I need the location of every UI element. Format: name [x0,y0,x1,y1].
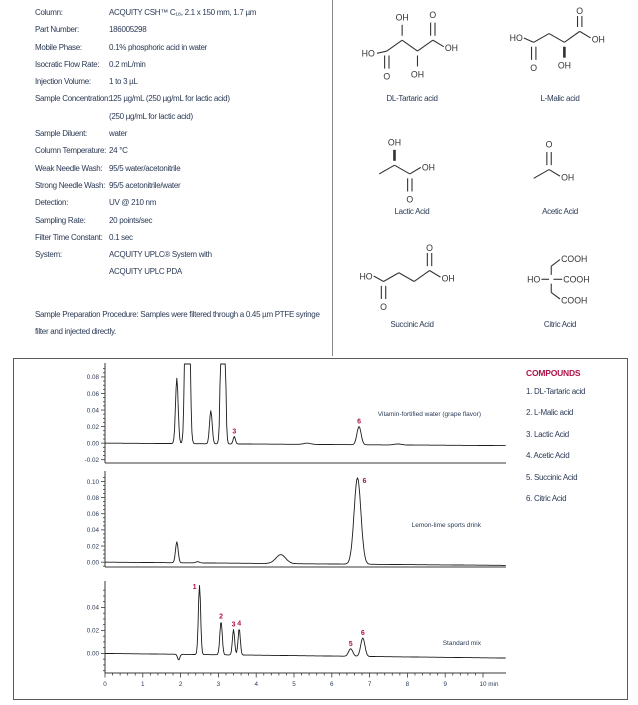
atom-label: HO [359,271,373,282]
atom-label: HO [509,33,523,44]
x-tick-label: 1 [141,681,145,688]
bond-line [549,170,560,177]
structure-drawing [504,117,616,209]
structure-name: Acetic Acid [542,207,578,216]
peak-number-label: 6 [357,418,361,426]
atom-label: OH [561,172,575,183]
structure-acetic-acid [486,117,634,230]
method-value: 186005298 [109,25,147,35]
atom-label: OH [444,43,458,54]
structure-name: Lactic Acid [394,207,430,216]
y-tick-label: 0.00 [86,559,99,567]
bond-line [524,38,534,42]
atom-label: OH [557,60,571,71]
compounds-legend [526,365,626,509]
method-value: water [109,129,128,139]
compound-legend-item: 6. Citric Acid [526,494,567,504]
method-row [35,229,335,246]
atom-label: COOH [563,274,590,285]
bond-line [580,31,591,38]
bond-line [410,167,421,174]
atom-label: COOH [561,253,588,264]
peak-number-label: 6 [362,478,367,485]
method-label: Injection Volume: [35,77,91,87]
method-value: ACQUITY UPLC® System with [109,250,212,260]
x-tick-label: 3 [216,681,221,688]
atom-label: OH [591,34,605,45]
x-tick-label: 10 min [479,681,499,688]
bond-line [402,40,417,51]
method-row [35,21,335,38]
y-tick-label: 0.06 [86,511,99,519]
structure-name: Citric Acid [543,320,577,329]
chromatogram-figure [13,358,628,700]
peak-number-label: 6 [360,629,365,637]
method-value: (250 µg/mL for lactic acid) [109,111,193,121]
x-tick-label: 9 [443,681,447,688]
peak-number-label: 3 [231,621,236,629]
y-tick-label: 0.10 [86,478,99,486]
compound-legend-item: 1. DL-Tartaric acid [526,387,586,396]
atom-label: HO [527,274,541,285]
method-value: 0.1 sec [109,232,133,242]
x-tick-label: 0 [103,681,107,688]
method-label: Isocratic Flow Rate: [35,59,100,69]
peak-number-label: 1 [192,584,197,591]
bond-line [551,260,560,267]
x-tick-label: 8 [405,681,410,688]
sample-prep-text: Sample Preparation Procedure: Samples were filtered through a 0.45 µm PTFE syringe filter and injected directly. [35,310,320,336]
method-row [35,160,335,177]
method-label: Detection: [35,198,69,208]
method-row [35,108,335,125]
x-tick-label: 6 [330,681,334,688]
bond-line [399,273,414,282]
method-label [35,263,109,280]
y-tick-label: 0.02 [86,543,99,551]
method-label: Part Number: [35,25,79,35]
chemical-structures-section [338,4,634,343]
method-label: System: [35,250,62,260]
method-value: 24 °C [109,146,128,156]
method-value: 95/5 water/acetonitrile [109,163,181,173]
atom-label: OH [441,273,455,284]
method-label: Sample Concentration: [35,94,111,104]
structure-citric-acid [486,230,634,343]
atom-label: OH [421,162,435,173]
atom-label: O [576,5,584,16]
y-tick-label: 0.02 [86,423,99,431]
bond-line [379,165,394,174]
bond-line [551,292,560,299]
method-row [35,177,335,194]
chromatogram-vitamin-water [14,361,524,469]
atom-label: O [380,301,387,312]
method-label: Mobile Phase: [35,42,82,52]
atom-label: OH [387,137,402,148]
method-row [35,90,335,107]
bond-line [394,165,409,174]
method-row [35,56,335,73]
vertical-divider [332,0,333,356]
method-value: 95/5 acetonitrile/water [109,180,181,190]
method-row [35,246,335,263]
chromatogram-trace [105,586,506,660]
bond-line [534,170,549,179]
structure-succinic-acid [338,230,486,343]
method-row [35,125,335,142]
sample-title: Vitamin-fortified water (grape flavor) [377,411,481,418]
structure-name: Succinic Acid [390,320,434,329]
atom-label: O [426,242,433,253]
compounds-legend-title: COMPOUNDS [526,368,581,378]
method-label: Sampling Rate: [35,215,86,225]
chromatogram-standard-mix [14,579,524,699]
compound-legend-item: 4. Acetic Acid [526,451,570,461]
y-tick-label: 0.04 [86,604,99,612]
method-label: Strong Needle Wash: [35,180,106,190]
method-row [35,263,335,280]
y-tick-label: 0.08 [86,494,99,502]
bond-line [549,34,564,43]
x-tick-label: 7 [367,681,372,688]
bond-line [374,276,384,281]
compound-legend-item: 2. L-Malic acid [526,408,574,418]
peak-number-label: 4 [237,620,242,628]
structure-drawing [356,230,468,322]
method-label: Filter Time Constant: [35,232,103,242]
x-tick-label: 5 [292,681,296,688]
method-row [35,4,335,21]
atom-label: O [383,71,391,82]
method-value: ACQUITY UPLC PDA [109,267,182,277]
compound-legend-item: 3. Lactic Acid [526,429,569,439]
peak-number-label: 3 [232,428,237,436]
structure-drawing [356,4,468,96]
y-tick-label: 0.06 [86,390,99,398]
bond-line [433,40,444,47]
x-tick-label: 4 [254,681,258,688]
atom-label: O [429,10,437,21]
structure-l-malic-acid [486,4,634,117]
method-value: 0.2 mL/min [109,59,146,69]
chromatogram-trace [105,364,506,446]
method-row [35,142,335,159]
atom-label: O [530,62,538,73]
method-conditions-table [35,4,335,281]
method-label: Column Temperature: [35,146,107,156]
bond-line [387,40,402,51]
compound-legend-item: 5. Succinic Acid [526,472,578,482]
x-tick-label: 2 [178,681,183,688]
bond-line [417,40,432,51]
method-row [35,73,335,90]
peak-number-label: 5 [348,640,353,648]
atom-label: OH [395,12,409,23]
method-value: UV @ 210 nm [109,198,157,208]
structure-dl-tartaric-acid [338,4,486,117]
method-value: 20 points/sec [109,215,153,225]
structure-drawing [356,117,468,209]
y-tick-label: 0.08 [86,374,99,382]
y-tick-label: 0.00 [86,650,99,658]
method-value: 1 to 3 µL [109,77,138,87]
chromatogram-sports-drink [14,469,524,575]
structure-drawing [504,230,616,322]
method-label [35,108,109,125]
method-row [35,194,335,211]
method-label: Sample Diluent: [35,129,87,139]
sample-title: Standard mix [442,640,481,647]
bond-line [564,31,579,42]
method-row [35,212,335,229]
compounds-legend-items [526,381,626,509]
bond-line [384,273,399,282]
method-label: Column: [35,8,63,17]
atom-label: O [545,139,553,150]
method-value: 0.1% phosphoric acid in water [109,42,208,52]
atom-label: COOH [561,295,588,306]
bond-line [377,51,387,53]
y-tick-label: 0.02 [86,627,99,635]
bond-line [534,34,549,43]
atom-label: O [406,194,414,205]
peak-number-label: 2 [219,613,223,621]
structure-name: L-Malic acid [540,94,580,103]
bond-line [430,271,441,278]
structure-lactic-acid [338,117,486,230]
structure-drawing [504,4,616,96]
y-tick-label: 0.04 [86,527,99,535]
sample-title: Lemon-lime sports drink [411,522,481,529]
y-tick-label: -0.02 [84,456,99,464]
atom-label: OH [410,69,425,80]
method-label: Weak Needle Wash: [35,163,103,173]
method-row [35,39,335,56]
bond-line [414,271,429,282]
y-tick-label: 0.00 [86,440,99,448]
atom-label: HO [361,48,375,59]
structure-name: DL-Tartaric acid [386,94,438,103]
method-value: 125 µg/mL (250 µg/mL for lactic acid) [109,94,230,104]
y-tick-label: 0.04 [86,407,99,415]
method-value: ACQUITY CSH™ C₁₈, 2.1 x 150 mm, 1.7 µm [109,8,257,17]
